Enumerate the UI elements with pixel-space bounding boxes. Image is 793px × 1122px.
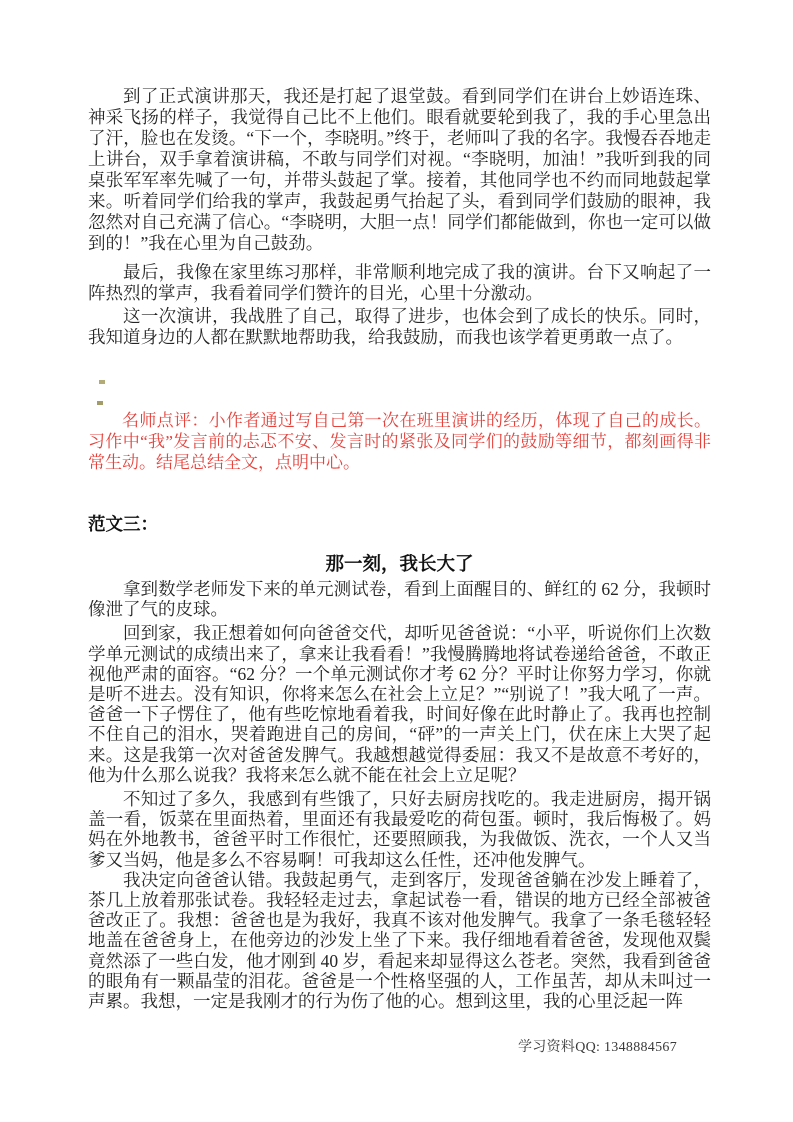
essay-three-paragraph: 回到家，我正想着如何向爸爸交代，却听见爸爸说：“小平，听说你们上次数学单元测试的成绩出来了，拿来让我看看！”我慢腾腾地将试卷递给爸爸，不敢正视他严肃的面容。“62 分？一个单元测试你才考 62 分？平时让你努力学习，你就是听不进去。没有知识，你将来怎么在社会上立足？”“别说了！”我大吼了一声。爸爸一下子愣住了，他有些吃惊地看着我，时间好像在此时静止了。我再也控制不住自己的泪水，哭着跑进自己的房间，“砰”的一声关上门，伏在床上大哭了起来。这是我第一次对爸爸发脾气。我越想越觉得委屈：我又不是故意不考好的，他为什么那么说我？我将来怎么就不能在社会上立足呢？ [88, 623, 711, 785]
anchor-mark-icon [99, 380, 105, 384]
essay-three-paragraph: 我决定向爸爸认错。我鼓起勇气，走到客厅，发现爸爸躺在沙发上睡着了，茶几上放着那张试卷。我轻轻走过去，拿起试卷一看，错误的地方已经全部被爸爸改正了。我想：爸爸也是为我好，我真不该对他发脾气。我拿了一条毛毯轻轻地盖在爸爸身上，在他旁边的沙发上坐了下来。我仔细地看着爸爸，发现他双鬓竟然添了一些白发，他才刚到 40 岁，看起来却显得这么苍老。突然，我看到爸爸的眼角有一颗晶莹的泪花。爸爸是一个性格坚强的人，工作虽苦，却从未叫过一声累。我想，一定是我刚才的行为伤了他的心。想到这里，我的心里泛起一阵 [88, 869, 711, 1012]
document-body [88, 86, 711, 1011]
essay-three-paragraph: 不知过了多久，我感到有些饿了，只好去厨房找吃的。我走进厨房，揭开锅盖一看，饭菜在里面热着，里面还有我最爱吃的荷包蛋。顿时，我后悔极了。妈妈在外地教书，爸爸平时工作很忙，还要照顾我，为我做饭、洗衣，一个人又当爹又当妈，他是多么不容易啊！可我却这么任性，还冲他发脾气。 [88, 789, 711, 870]
footer-contact-text: 学习资料QQ: 1348884567 [518, 1040, 678, 1055]
essay-three-paragraph: 拿到数学老师发下来的单元测试卷，看到上面醒目的、鲜红的 62 分，我顿时像泄了气的皮球。 [88, 579, 711, 620]
previous-essay-paragraph: 最后，我像在家里练习那样，非常顺利地完成了我的演讲。台下又响起了一阵热烈的掌声，我看着同学们赞许的目光，心里十分激动。 [88, 262, 711, 303]
essay-title: 那一刻，我长大了 [325, 553, 474, 574]
previous-essay-paragraph: 到了正式演讲那天，我还是打起了退堂鼓。看到同学们在讲台上妙语连珠、神采飞扬的样子，我觉得自己比不上他们。眼看就要轮到我了，我的手心里急出了汗，脸也在发烫。“下一个，李晓明。”终于，老师叫了我的名字。我慢吞吞地走上讲台，双手拿着演讲稿，不敢与同学们对视。“李晓明，加油！”我听到我的同桌张军军率先喊了一句，并带头鼓起了掌。接着，其他同学也不约而同地鼓起掌来。听着同学们给我的掌声，我鼓起勇气抬起了头，看到同学们鼓励的眼神，我忽然对自己充满了信心。“李晓明，大胆一点！同学们都能做到，你也一定可以做到的！”我在心里为自己鼓劲。 [88, 86, 711, 253]
stray-anchor-marks [88, 378, 711, 406]
previous-essay-paragraph: 这一次演讲，我战胜了自己，取得了进步，也体会到了成长的快乐。同时，我知道身边的人都在默默地帮助我，给我鼓励，而我也该学着更勇敢一点了。 [88, 306, 711, 347]
teacher-comment: 名师点评：小作者通过写自己第一次在班里演讲的经历，体现了自己的成长。习作中“我”发言前的忐忑不安、发言时的紧张及同学们的鼓励等细节，都刻画得非常生动。结尾总结全文，点明中心。 [88, 411, 711, 472]
anchor-mark-icon [97, 401, 103, 405]
section-label-essay-three: 范文三： [88, 514, 158, 534]
